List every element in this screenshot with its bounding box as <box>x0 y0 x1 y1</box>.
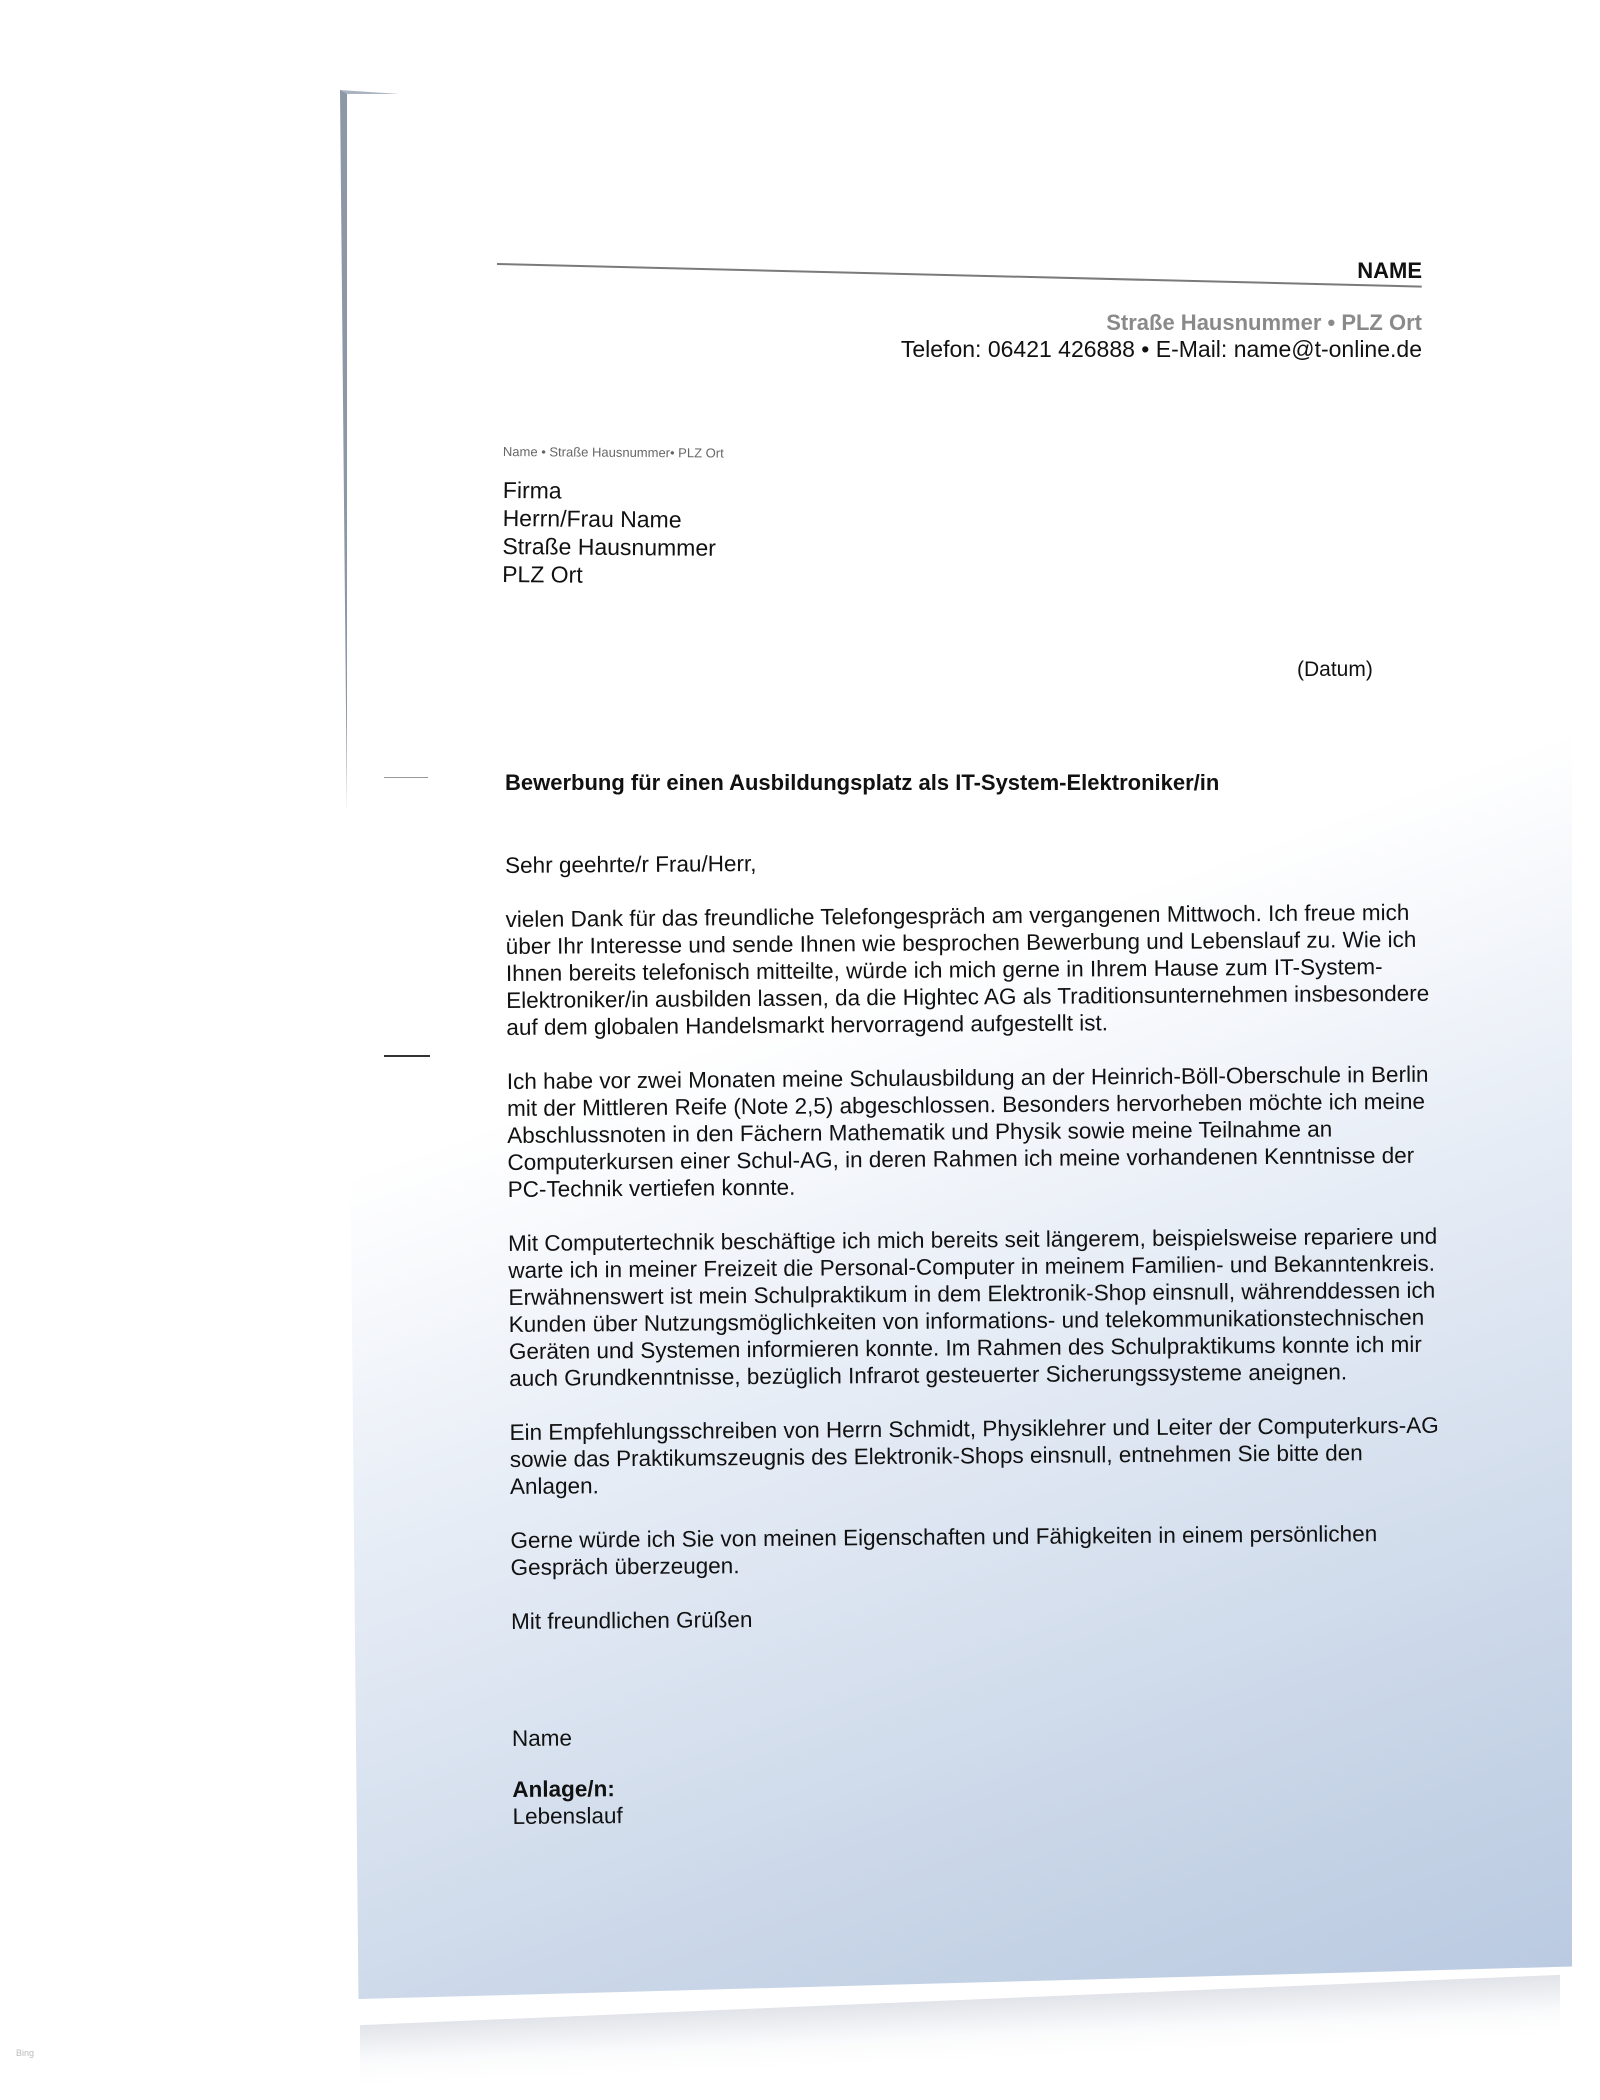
letterhead-contact: Telefon: 06421 426888 • E-Mail: name@t-online.de <box>900 336 1422 362</box>
recipient-city: PLZ Ort <box>502 560 583 588</box>
closing-greeting: Mit freundlichen Grüßen <box>510 1607 753 1634</box>
body-paragraph-4: Ein Empfehlungsschreiben von Herrn Schmidt, Physiklehrer und Leiter der Computerkurs-AG sowie das Praktikumszeugnis des Elektronik-Shops einsnull, entnehmen Sie bitte den Anlagen. <box>509 1412 1439 1499</box>
watermark-text: Bing <box>16 2048 35 2058</box>
letter-body <box>505 845 1443 1830</box>
recipient-person: Herrn/Frau Name <box>502 504 682 533</box>
letter-subject: Bewerbung für einen Ausbildungsplatz als IT-System-Elektroniker/in <box>505 770 1220 795</box>
letter-date: (Datum) <box>1297 658 1373 681</box>
letterhead-name: NAME <box>1357 258 1422 283</box>
body-paragraph-3: Mit Computertechnik beschäftige ich mich bereits seit längerem, beispielsweise repariere und warte ich in meiner Freizeit die Personal-Computer in meinem Familien- und Bekanntenkreis. Erwähnenswert ist mein Schulpraktikum in dem Elektronik-Shop einsnull, währenddessen ich Kunden über Nutzungsmöglichkeiten von informations- und telekommunikationstechnischen Geräten und Systemen informieren konnte. Im Rahmen des Schulpraktikums konnte ich mir auch Grundkenntnisse, bezüglich Infrarot gesteuerter Sicherungssysteme aneignen. <box>507 1223 1438 1391</box>
attachments-label: Anlage/n: <box>512 1776 615 1802</box>
attachment-item: Lebenslauf <box>512 1803 623 1829</box>
salutation: Sehr geehrte/r Frau/Herr, <box>505 851 757 878</box>
recipient-company: Firma <box>502 476 562 504</box>
body-paragraph-2: Ich habe vor zwei Monaten meine Schulausbildung an der Heinrich-Böll-Oberschule in Berlin mit der Mittleren Reife (Note 2,5) abgeschlossen. Besonders hervorheben möchte ich meine Abschlussnoten in den Fächern Mathematik und Physik sowie meine Teilnahme an Computerkursen einer Schul-AG, in deren Rahmen ich meine vorhandenen Kenntnisse der PC-Technik vertiefen konnte. <box>506 1061 1429 1202</box>
fold-mark-top <box>384 777 428 778</box>
sender-return-line: Name • Straße Hausnummer• PLZ Ort <box>502 444 724 461</box>
body-paragraph-1: vielen Dank für das freundliche Telefongespräch am vergangenen Mittwoch. Ich freue mich über Ihr Interesse und sende Ihnen wie besprochen Bewerbung und Lebenslauf zu. Wie ich Ihnen bereits telefonisch mitteilte, würde ich mich gerne in Ihrem Hause zum IT-System-Elektroniker/in ausbilden lassen, da die Hightec AG als Traditionsunternehmen insbesondere auf dem globalen Handelsmarkt hervorragend aufgestellt ist. <box>505 899 1430 1040</box>
recipient-address <box>502 476 716 590</box>
signature-name: Name <box>511 1725 573 1751</box>
letterhead-address: Straße Hausnummer • PLZ Ort <box>1106 310 1422 335</box>
body-paragraph-5: Gerne würde ich Sie von meinen Eigenschaften und Fähigkeiten in einem persönlichen Gespräch überzeugen. <box>510 1521 1378 1580</box>
recipient-street: Straße Hausnummer <box>502 532 716 561</box>
letterhead-rule <box>497 263 1422 288</box>
fold-mark-punch <box>384 1055 430 1057</box>
